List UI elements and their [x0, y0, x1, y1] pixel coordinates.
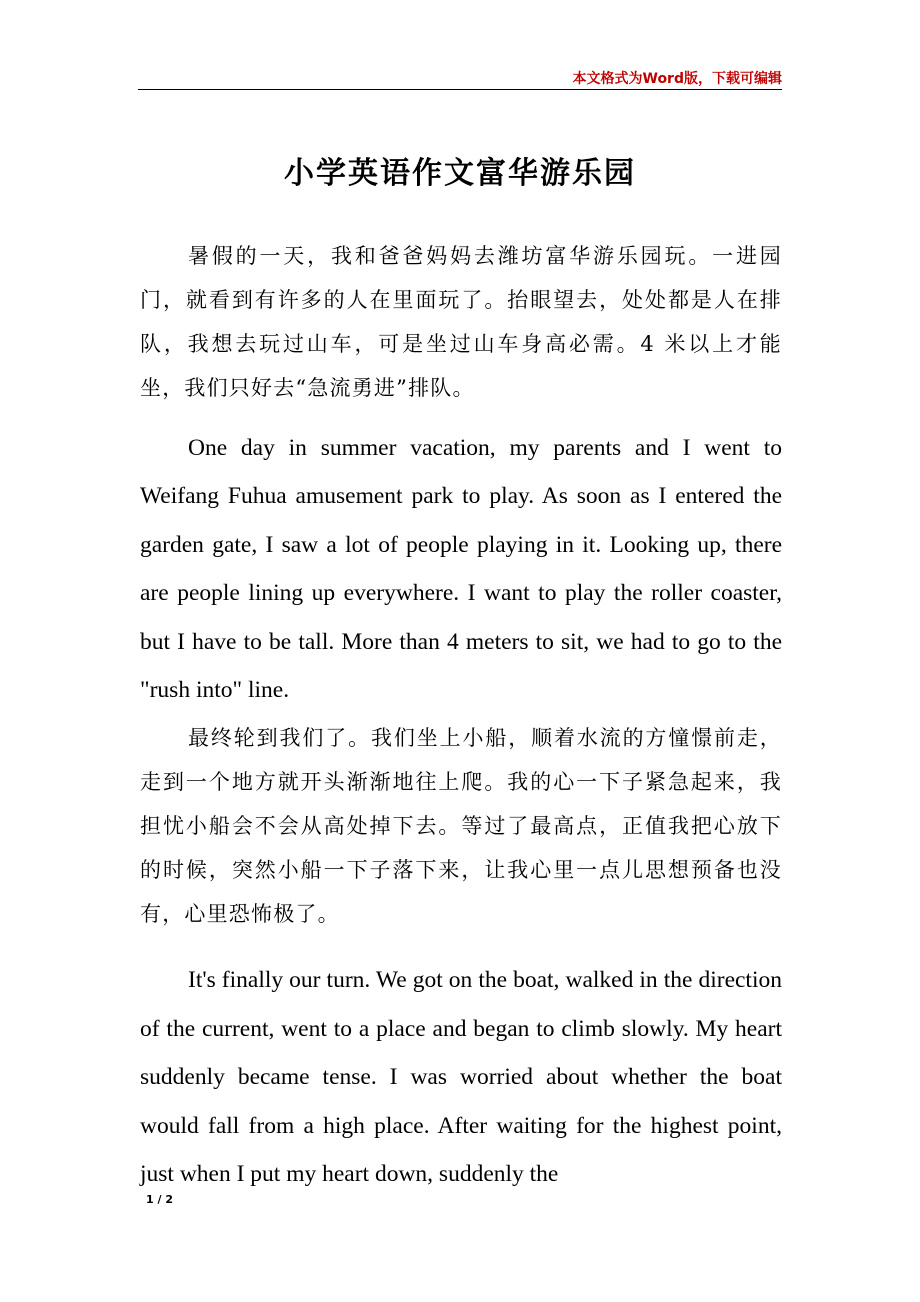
header-note: 本文格式为Word版，下载可编辑 — [572, 71, 782, 87]
paragraph-chinese-2: 最终轮到我们了。我们坐上小船，顺着水流的方憧憬前走，走到一个地方就开头渐渐地往上爬。我的心一下子紧急起来，我担忧小船会不会从高处掉下去。等过了最高点，正值我把心放下的时候，突然小船一下子落下来，让我心里一点儿思想预备也没有，心里恐怖极了。 — [140, 726, 782, 927]
paragraph-chinese-1: 暑假的一天，我和爸爸妈妈去潍坊富华游乐园玩。一进园门，就看到有许多的人在里面玩了。抬眼望去，处处都是人在排队，我想去玩过山车，可是坐过山车身高必需。4 米以上才能坐，我们只好去“急流勇进”排队。 — [140, 244, 782, 400]
page-number: 1 / 2 — [146, 1193, 173, 1206]
document-title: 小学英语作文富华游乐园 — [284, 156, 636, 192]
header-divider — [138, 89, 782, 90]
paragraph-english-2: It's finally our turn. We got on the boat, walked in the direction of the current, went to a place and began to climb slowly. My heart suddenly became tense. I was worried about whether the boat would fall from a high place. After waiting for the highest point, just when I put my heart down, suddenly the — [140, 967, 782, 1188]
paragraph-english-1: One day in summer vacation, my parents and I went to Weifang Fuhua amusement park to play. As soon as I entered the garden gate, I saw a lot of people playing in it. Looking up, there are people lining up everywhere. I want to play the roller coaster, but I have to be tall. More than 4 meters to sit, we had to go to the "rush into" line. — [140, 435, 782, 704]
document-body — [140, 234, 782, 1198]
